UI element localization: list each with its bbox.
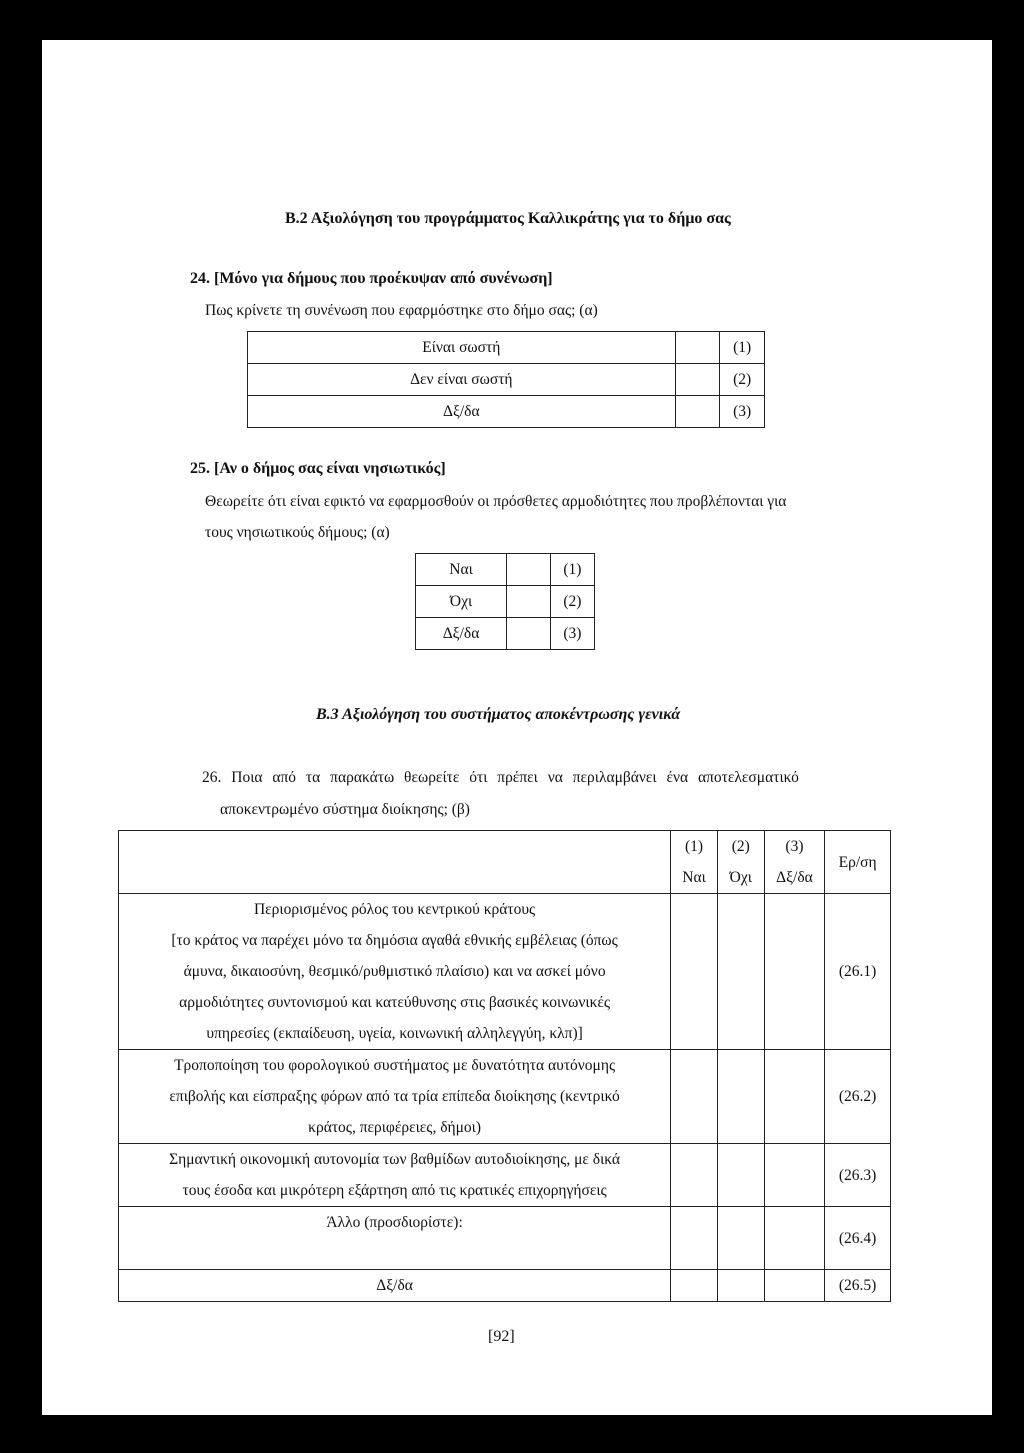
q25-option-code: (1) bbox=[550, 554, 594, 586]
q25-answer-box[interactable] bbox=[507, 554, 551, 586]
q25-option-row bbox=[416, 618, 595, 650]
q26-row-text bbox=[119, 894, 671, 1050]
q24-option-code: (1) bbox=[720, 332, 765, 364]
q24-answer-box[interactable] bbox=[675, 364, 720, 396]
q25-option-code: (3) bbox=[550, 618, 594, 650]
page-number: [92] bbox=[488, 1328, 515, 1345]
q26-question-line1 bbox=[202, 769, 799, 787]
q25-option-label: Δξ/δα bbox=[416, 618, 507, 650]
q24-option-row bbox=[248, 364, 765, 396]
q26-answer-dk[interactable] bbox=[764, 1050, 825, 1144]
q25-question-line2: τους νησιωτικούς δήμους; (α) bbox=[205, 524, 390, 541]
q26-row-line: άμυνα, δικαιοσύνη, θεσμικό/ρυθμιστικό πλαίσιο) και να ασκεί μόνο bbox=[183, 963, 606, 980]
q26-row-line: υπηρεσίες (εκπαίδευση, υγεία, κοινωνική αλληλεγγύη, κλπ)] bbox=[206, 1025, 583, 1042]
q26-answer-yes[interactable] bbox=[671, 1207, 718, 1270]
q25-question-line1: Θεωρείτε ότι είναι εφικτό να εφαρμοσθούν οι πρόσθετες αρμοδιότητες που προβλέπονται για bbox=[205, 493, 787, 510]
q26-answer-no[interactable] bbox=[717, 894, 764, 1050]
q26-answer-yes[interactable] bbox=[671, 894, 718, 1050]
q25-option-label: Όχι bbox=[416, 586, 507, 618]
q25-answer-box[interactable] bbox=[507, 618, 551, 650]
q24-option-label: Δξ/δα bbox=[248, 396, 676, 428]
q26-row-line: κράτος, περιφέρειες, δήμοι) bbox=[308, 1119, 481, 1136]
q26-answer-no[interactable] bbox=[717, 1270, 764, 1302]
q26-header-dk bbox=[764, 831, 825, 894]
q24-option-code: (3) bbox=[720, 396, 765, 428]
document-sheet bbox=[42, 40, 992, 1415]
q24-options-table bbox=[247, 331, 765, 428]
q26-header-code: (1) bbox=[685, 838, 704, 855]
q26-row bbox=[119, 1207, 891, 1270]
q26-row-text bbox=[119, 1050, 671, 1144]
q24-option-code: (2) bbox=[720, 364, 765, 396]
q26-answer-no[interactable] bbox=[717, 1144, 764, 1207]
q26-number: 26. bbox=[202, 769, 222, 786]
q26-question-text: Ποια από τα παρακάτω θεωρείτε ότι πρέπει να περιλαμβάνει ένα αποτελεσματικό bbox=[231, 769, 799, 786]
q26-row-code: (26.1) bbox=[825, 894, 891, 1050]
q24-condition: [Μόνο για δήμους που προέκυψαν από συνένωση] bbox=[214, 270, 553, 287]
q26-row-line: αρμοδιότητες συντονισμού και κατεύθυνσης στις βασικές κοινωνικές bbox=[179, 994, 611, 1011]
q26-answer-dk[interactable] bbox=[764, 894, 825, 1050]
q24-answer-box[interactable] bbox=[675, 396, 720, 428]
q26-header-blank bbox=[119, 831, 671, 894]
q26-row-line: Δξ/δα bbox=[376, 1277, 413, 1294]
q26-table bbox=[118, 830, 891, 1302]
q26-row-other-label[interactable]: Άλλο (προσδιορίστε): bbox=[326, 1214, 463, 1231]
q24-option-row bbox=[248, 396, 765, 428]
q26-row bbox=[119, 1144, 891, 1207]
q24-option-label: Δεν είναι σωστή bbox=[248, 364, 676, 396]
q26-row-text bbox=[119, 1270, 671, 1302]
q25-condition: [Αν ο δήμος σας είναι νησιωτικός] bbox=[214, 460, 446, 477]
q26-answer-dk[interactable] bbox=[764, 1270, 825, 1302]
q26-answer-yes[interactable] bbox=[671, 1144, 718, 1207]
q26-row-text bbox=[119, 1207, 671, 1270]
q26-row bbox=[119, 1050, 891, 1144]
q26-row-code: (26.5) bbox=[825, 1270, 891, 1302]
q25-option-code: (2) bbox=[550, 586, 594, 618]
q25-answer-box[interactable] bbox=[507, 586, 551, 618]
q26-answer-yes[interactable] bbox=[671, 1270, 718, 1302]
q26-header-question-code: Ερ/ση bbox=[825, 831, 891, 894]
q26-row-line: τους έσοδα και μικρότερη εξάρτηση από τις κρατικές επιχορηγήσεις bbox=[182, 1182, 607, 1199]
q25-options-table bbox=[415, 553, 595, 650]
q26-row-line: Περιορισμένος ρόλος του κεντρικού κράτους bbox=[253, 901, 536, 918]
q26-row-text bbox=[119, 1144, 671, 1207]
section-b3-title: Β.3 Αξιολόγηση του συστήματος αποκέντρωσης γενικά bbox=[316, 706, 681, 723]
q26-row-line: επιβολής και είσπραξης φόρων από τα τρία επίπεδα διοίκησης (κεντρικό bbox=[169, 1088, 620, 1105]
q26-row bbox=[119, 1270, 891, 1302]
q24-heading bbox=[190, 270, 553, 288]
q26-row-line: [το κράτος να παρέχει μόνο τα δημόσια αγαθά εθνικής εμβέλειας (όπως bbox=[171, 932, 618, 949]
q26-row-code: (26.4) bbox=[825, 1207, 891, 1270]
q24-number: 24. bbox=[190, 270, 210, 287]
q25-heading bbox=[190, 460, 446, 478]
q26-header-no bbox=[717, 831, 764, 894]
q26-row bbox=[119, 894, 891, 1050]
q26-header-row bbox=[119, 831, 891, 894]
section-b2-title: Β.2 Αξιολόγηση του προγράμματος Καλλικράτης για το δήμο σας bbox=[285, 210, 731, 227]
q26-row-line: Σημαντική οικονομική αυτονομία των βαθμίδων αυτοδιοίκησης, με δικά bbox=[169, 1151, 621, 1168]
q26-answer-yes[interactable] bbox=[671, 1050, 718, 1144]
q26-answer-no[interactable] bbox=[717, 1207, 764, 1270]
q25-option-label: Ναι bbox=[416, 554, 507, 586]
q26-header-yes bbox=[671, 831, 718, 894]
q26-header-code: (2) bbox=[731, 838, 750, 855]
q26-header-label: Όχι bbox=[729, 869, 752, 886]
q26-header-label: Δξ/δα bbox=[776, 869, 813, 886]
q26-answer-dk[interactable] bbox=[764, 1144, 825, 1207]
q24-answer-box[interactable] bbox=[675, 332, 720, 364]
q26-row-code: (26.2) bbox=[825, 1050, 891, 1144]
q25-number: 25. bbox=[190, 460, 210, 477]
q24-option-row bbox=[248, 332, 765, 364]
q24-option-label: Είναι σωστή bbox=[248, 332, 676, 364]
q24-question: Πως κρίνετε τη συνένωση που εφαρμόστηκε στο δήμο σας; (α) bbox=[205, 302, 598, 319]
q25-option-row bbox=[416, 554, 595, 586]
q26-header-label: Ναι bbox=[682, 869, 706, 886]
q26-row-code: (26.3) bbox=[825, 1144, 891, 1207]
q26-header-code: (3) bbox=[785, 838, 804, 855]
q26-row-line: Τροποποίηση του φορολογικού συστήματος με δυνατότητα αυτόνομης bbox=[174, 1057, 616, 1074]
q26-answer-dk[interactable] bbox=[764, 1207, 825, 1270]
q26-answer-no[interactable] bbox=[717, 1050, 764, 1144]
q25-option-row bbox=[416, 586, 595, 618]
q26-question-line2: αποκεντρωμένο σύστημα διοίκησης; (β) bbox=[220, 801, 470, 818]
